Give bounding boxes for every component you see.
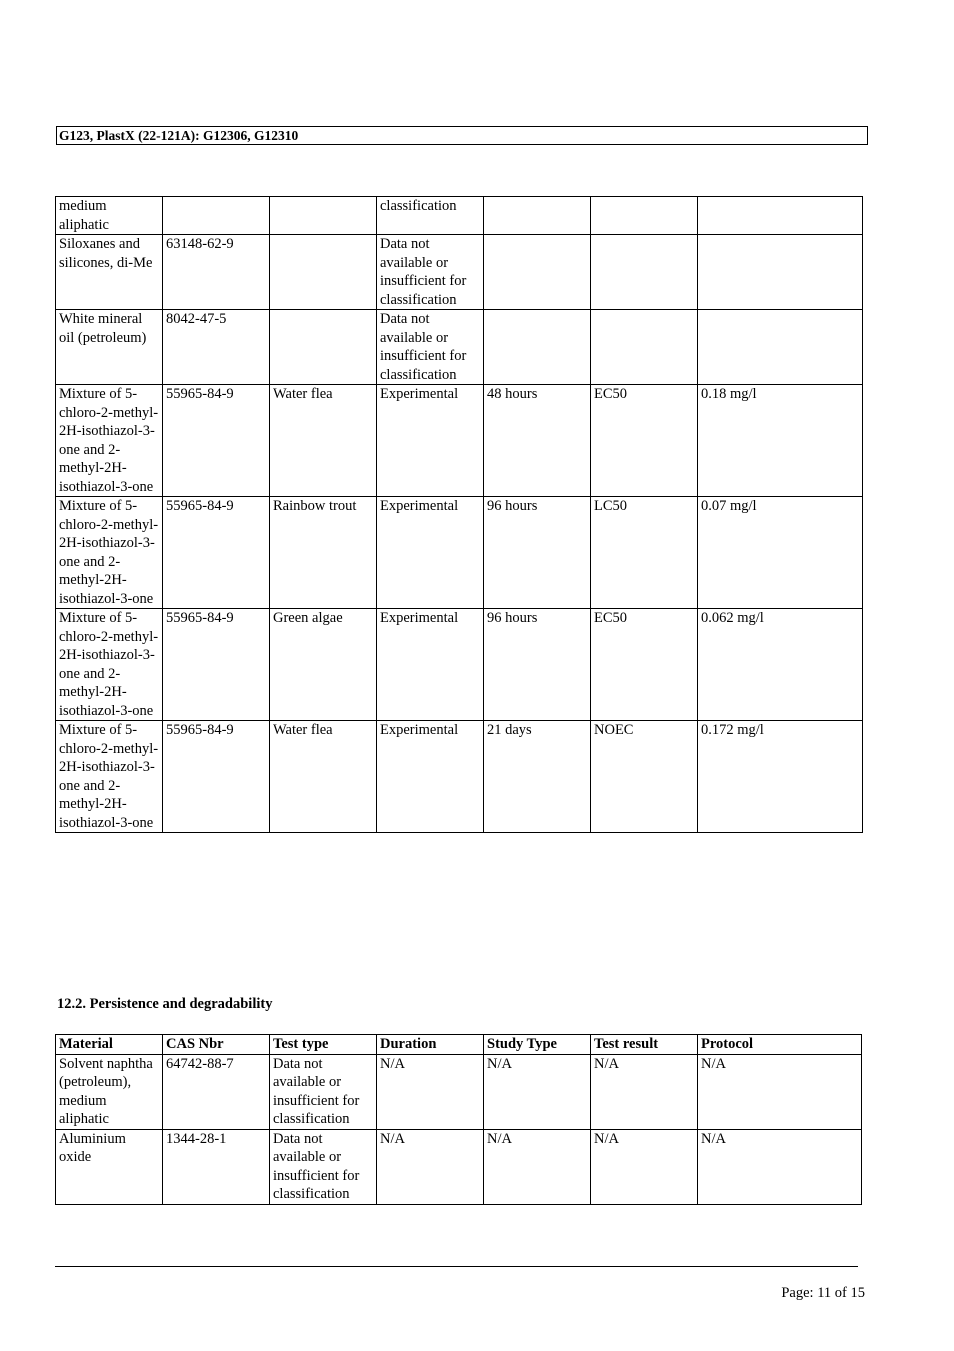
table-cell: Data not available or insufficient for classification <box>270 1129 377 1204</box>
table-cell <box>591 235 698 310</box>
table-cell: 0.062 mg/l <box>698 609 863 721</box>
table-cell <box>698 235 863 310</box>
table-cell: White mineral oil (petroleum) <box>56 310 163 385</box>
document-header: G123, PlastX (22-121A): G12306, G12310 <box>56 126 868 145</box>
column-header: Protocol <box>698 1035 862 1055</box>
table-cell: N/A <box>698 1054 862 1129</box>
table-cell: LC50 <box>591 497 698 609</box>
table-row <box>56 1054 862 1129</box>
table-cell: Water flea <box>270 721 377 833</box>
table-cell <box>270 310 377 385</box>
table-cell: Experimental <box>377 609 484 721</box>
table-cell: 63148-62-9 <box>163 235 270 310</box>
table-cell <box>484 310 591 385</box>
table-cell: N/A <box>377 1054 484 1129</box>
table-cell: NOEC <box>591 721 698 833</box>
table-cell <box>698 197 863 235</box>
table-cell: EC50 <box>591 385 698 497</box>
table-row <box>56 235 863 310</box>
table-cell: 55965-84-9 <box>163 385 270 497</box>
column-header: Test result <box>591 1035 698 1055</box>
table-row <box>56 497 863 609</box>
table-cell <box>698 310 863 385</box>
column-header: Test type <box>270 1035 377 1055</box>
table-cell: 55965-84-9 <box>163 497 270 609</box>
table-cell: Mixture of 5-chloro-2-methyl-2H-isothiazol-3-one and 2-methyl-2H-isothiazol-3-one <box>56 497 163 609</box>
table-cell: Mixture of 5-chloro-2-methyl-2H-isothiazol-3-one and 2-methyl-2H-isothiazol-3-one <box>56 385 163 497</box>
table-row <box>56 1129 862 1204</box>
table-cell: 96 hours <box>484 497 591 609</box>
table-cell: Experimental <box>377 385 484 497</box>
table-cell <box>591 197 698 235</box>
table-cell: 96 hours <box>484 609 591 721</box>
table-cell: Water flea <box>270 385 377 497</box>
table-cell: N/A <box>591 1054 698 1129</box>
table-header-row <box>56 1035 862 1055</box>
table-cell: Solvent naphtha (petroleum), medium aliphatic <box>56 1054 163 1129</box>
table-cell: Experimental <box>377 721 484 833</box>
column-header: Study Type <box>484 1035 591 1055</box>
table-cell: 55965-84-9 <box>163 609 270 721</box>
page-number: Page: 11 of 15 <box>781 1285 865 1301</box>
table-cell <box>484 197 591 235</box>
table-row <box>56 609 863 721</box>
table-cell: classification <box>377 197 484 235</box>
footer-rule <box>55 1266 858 1267</box>
table-cell: Aluminium oxide <box>56 1129 163 1204</box>
table-cell <box>163 197 270 235</box>
table-cell: N/A <box>484 1054 591 1129</box>
table-cell: 48 hours <box>484 385 591 497</box>
table-row <box>56 197 863 235</box>
table-cell <box>484 235 591 310</box>
table-cell: N/A <box>484 1129 591 1204</box>
table-cell: 0.18 mg/l <box>698 385 863 497</box>
table-cell: Data not available or insufficient for classification <box>377 235 484 310</box>
table-cell: Data not available or insufficient for classification <box>377 310 484 385</box>
table-cell: N/A <box>591 1129 698 1204</box>
column-header: CAS Nbr <box>163 1035 270 1055</box>
table-cell: Siloxanes and silicones, di-Me <box>56 235 163 310</box>
table-cell: 21 days <box>484 721 591 833</box>
table-cell: 1344-28-1 <box>163 1129 270 1204</box>
section-title-persistence: 12.2. Persistence and degradability <box>57 996 273 1012</box>
table-cell: EC50 <box>591 609 698 721</box>
table-cell: Green algae <box>270 609 377 721</box>
table-row <box>56 721 863 833</box>
table-cell <box>270 197 377 235</box>
table-cell: Mixture of 5-chloro-2-methyl-2H-isothiazol-3-one and 2-methyl-2H-isothiazol-3-one <box>56 609 163 721</box>
table-cell: 8042-47-5 <box>163 310 270 385</box>
table-cell: N/A <box>377 1129 484 1204</box>
table-cell: Rainbow trout <box>270 497 377 609</box>
table-row <box>56 310 863 385</box>
table-cell: Experimental <box>377 497 484 609</box>
table-cell: Data not available or insufficient for classification <box>270 1054 377 1129</box>
table-cell: Mixture of 5-chloro-2-methyl-2H-isothiazol-3-one and 2-methyl-2H-isothiazol-3-one <box>56 721 163 833</box>
table-row <box>56 385 863 497</box>
table-cell: 0.172 mg/l <box>698 721 863 833</box>
table-cell: 64742-88-7 <box>163 1054 270 1129</box>
table-cell: medium aliphatic <box>56 197 163 235</box>
column-header: Duration <box>377 1035 484 1055</box>
table-cell: 0.07 mg/l <box>698 497 863 609</box>
table-cell <box>591 310 698 385</box>
persistence-table <box>55 1034 862 1205</box>
table-cell: N/A <box>698 1129 862 1204</box>
table-cell <box>270 235 377 310</box>
ecotoxicity-table <box>55 196 863 833</box>
column-header: Material <box>56 1035 163 1055</box>
table-cell: 55965-84-9 <box>163 721 270 833</box>
